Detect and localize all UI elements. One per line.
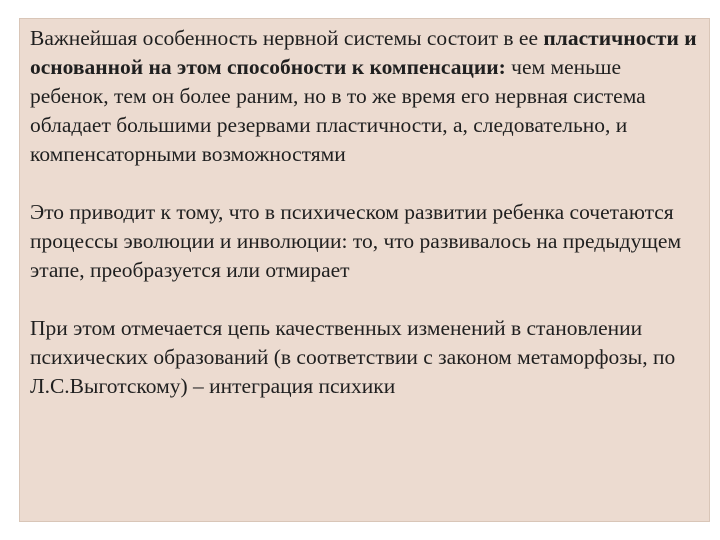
paragraph-1-rest: чем меньше ребенок, тем он более раним, но в то же время его нервная система обладает большими резервами пластичности, а, следовательно, и компенсаторными возможностями: [30, 55, 646, 166]
paragraph-1-intro: Важнейшая особенность нервной системы состоит в ее: [30, 26, 544, 50]
paragraph-evolution-involution: Это приводит к тому, что в психическом развитии ребенка сочетаются процессы эволюции и инволюции: то, что развивалось на предыдущем этапе, преобразуется или отмирает: [30, 200, 682, 282]
slide-text: [30, 24, 702, 401]
paragraph-1-bold-term: пластичности и основанной на этом способности к компенсации:: [30, 26, 697, 79]
paragraph-plasticity: [30, 24, 702, 169]
paragraph-integration: При этом отмечается цепь качественных изменений в становлении психических образований (в соответствии с законом метаморфозы, по Л.С.Выготскому) – интеграция психики: [30, 316, 676, 398]
slide-panel: [19, 18, 710, 522]
